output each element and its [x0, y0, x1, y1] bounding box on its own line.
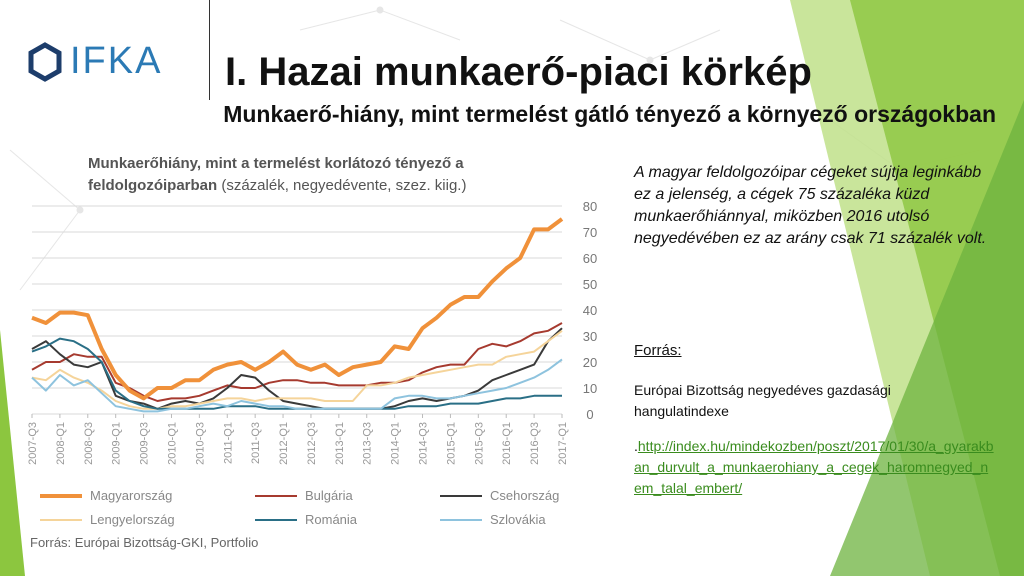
- source-name: Európai Bizottság negyedéves gazdasági hangulatindexe: [634, 382, 891, 419]
- legend-item: [255, 512, 357, 527]
- y-tick-label: 10: [582, 381, 598, 396]
- chart-title: [88, 153, 588, 197]
- x-tick-label: 2009-Q3: [138, 422, 151, 465]
- hexagon-logo-icon: [28, 43, 62, 81]
- legend-swatch: [40, 494, 82, 498]
- legend-item: [255, 488, 353, 503]
- x-tick-label: 2015-Q3: [473, 422, 486, 465]
- legend-swatch: [40, 519, 82, 521]
- chart-source: Forrás: Európai Bizottság-GKI, Portfolio: [30, 535, 259, 550]
- header-divider: [209, 0, 210, 100]
- legend-label: Szlovákia: [490, 512, 546, 527]
- y-tick-label: 80: [582, 199, 598, 214]
- x-tick-label: 2010-Q1: [166, 422, 179, 465]
- x-tick-label: 2014-Q1: [389, 422, 402, 465]
- x-tick-label: 2016-Q1: [501, 422, 514, 465]
- legend-swatch: [440, 519, 482, 521]
- x-tick-label: 2011-Q3: [250, 422, 263, 464]
- legend-item: [40, 488, 172, 503]
- line-chart: [20, 192, 598, 488]
- legend-swatch: [255, 519, 297, 521]
- ifka-logo: [28, 40, 162, 83]
- y-tick-label: 20: [582, 355, 598, 370]
- x-tick-label: 2013-Q1: [333, 422, 346, 465]
- y-tick-label: 40: [582, 303, 598, 318]
- legend-label: Csehország: [490, 488, 560, 503]
- page-title: I. Hazai munkaerő-piaci körkép: [225, 50, 812, 94]
- legend-label: Románia: [305, 512, 358, 527]
- logo-text: IFKA: [70, 40, 163, 82]
- x-tick-label: 2009-Q1: [110, 422, 123, 465]
- legend-item: [440, 512, 546, 527]
- x-tick-label: 2015-Q1: [445, 422, 458, 465]
- x-tick-label: 2008-Q3: [82, 422, 95, 465]
- x-tick-label: 2014-Q3: [417, 422, 430, 465]
- x-tick-label: 2013-Q3: [361, 422, 374, 465]
- description-text: A magyar feldolgozóipar cégeket sújtja leginkább ez a jelenség, a cégek 75 százaléka küzd munkaerőhiánnyal, miközben 2016 utolsó negyedévében ez az arány csak 71 százalék volt.: [634, 164, 987, 247]
- y-tick-label: 0: [586, 407, 594, 422]
- chart-title-main: Munkaerőhiány, mint a termelést korlátozó tényező a feldolgozóiparban: [88, 155, 464, 194]
- x-tick-label: 2012-Q1: [278, 422, 291, 465]
- legend-item: [40, 512, 175, 527]
- y-tick-label: 50: [582, 277, 598, 292]
- x-tick-label: 2008-Q1: [54, 422, 67, 465]
- y-tick-label: 60: [582, 251, 598, 266]
- x-tick-label: 2010-Q3: [194, 422, 207, 465]
- source-link[interactable]: http://index.hu/mindekozben/poszt/2017/01/30/a_gyarakban_durvult_a_munkaerohiany_a_cegek_haromnegyed_nem_talal_embert/: [634, 438, 994, 496]
- legend-label: Magyarország: [90, 488, 173, 503]
- page-subtitle: Munkaerő-hiány, mint termelést gátló tényező a környező országokban: [223, 101, 996, 127]
- x-tick-label: 2017-Q1: [557, 422, 569, 465]
- source-heading: Forrás:: [634, 342, 682, 359]
- x-tick-label: 2012-Q3: [305, 422, 318, 465]
- source-link-block: [634, 436, 994, 499]
- legend-label: Bulgária: [305, 488, 353, 503]
- y-tick-label: 30: [582, 329, 598, 344]
- y-tick-label: 70: [582, 225, 598, 240]
- legend-label: Lengyelország: [90, 512, 175, 527]
- series-line-magyarorszag: [32, 219, 562, 398]
- legend-swatch: [440, 495, 482, 497]
- legend-swatch: [255, 495, 297, 497]
- x-tick-label: 2016-Q3: [529, 422, 542, 465]
- x-tick-label: 2011-Q1: [222, 422, 235, 464]
- chart-title-suffix: (százalék, negyedévente, szez. kiig.): [221, 177, 467, 194]
- x-tick-label: 2007-Q3: [27, 422, 39, 465]
- legend-item: [440, 488, 559, 503]
- link-prefix: .: [634, 438, 638, 454]
